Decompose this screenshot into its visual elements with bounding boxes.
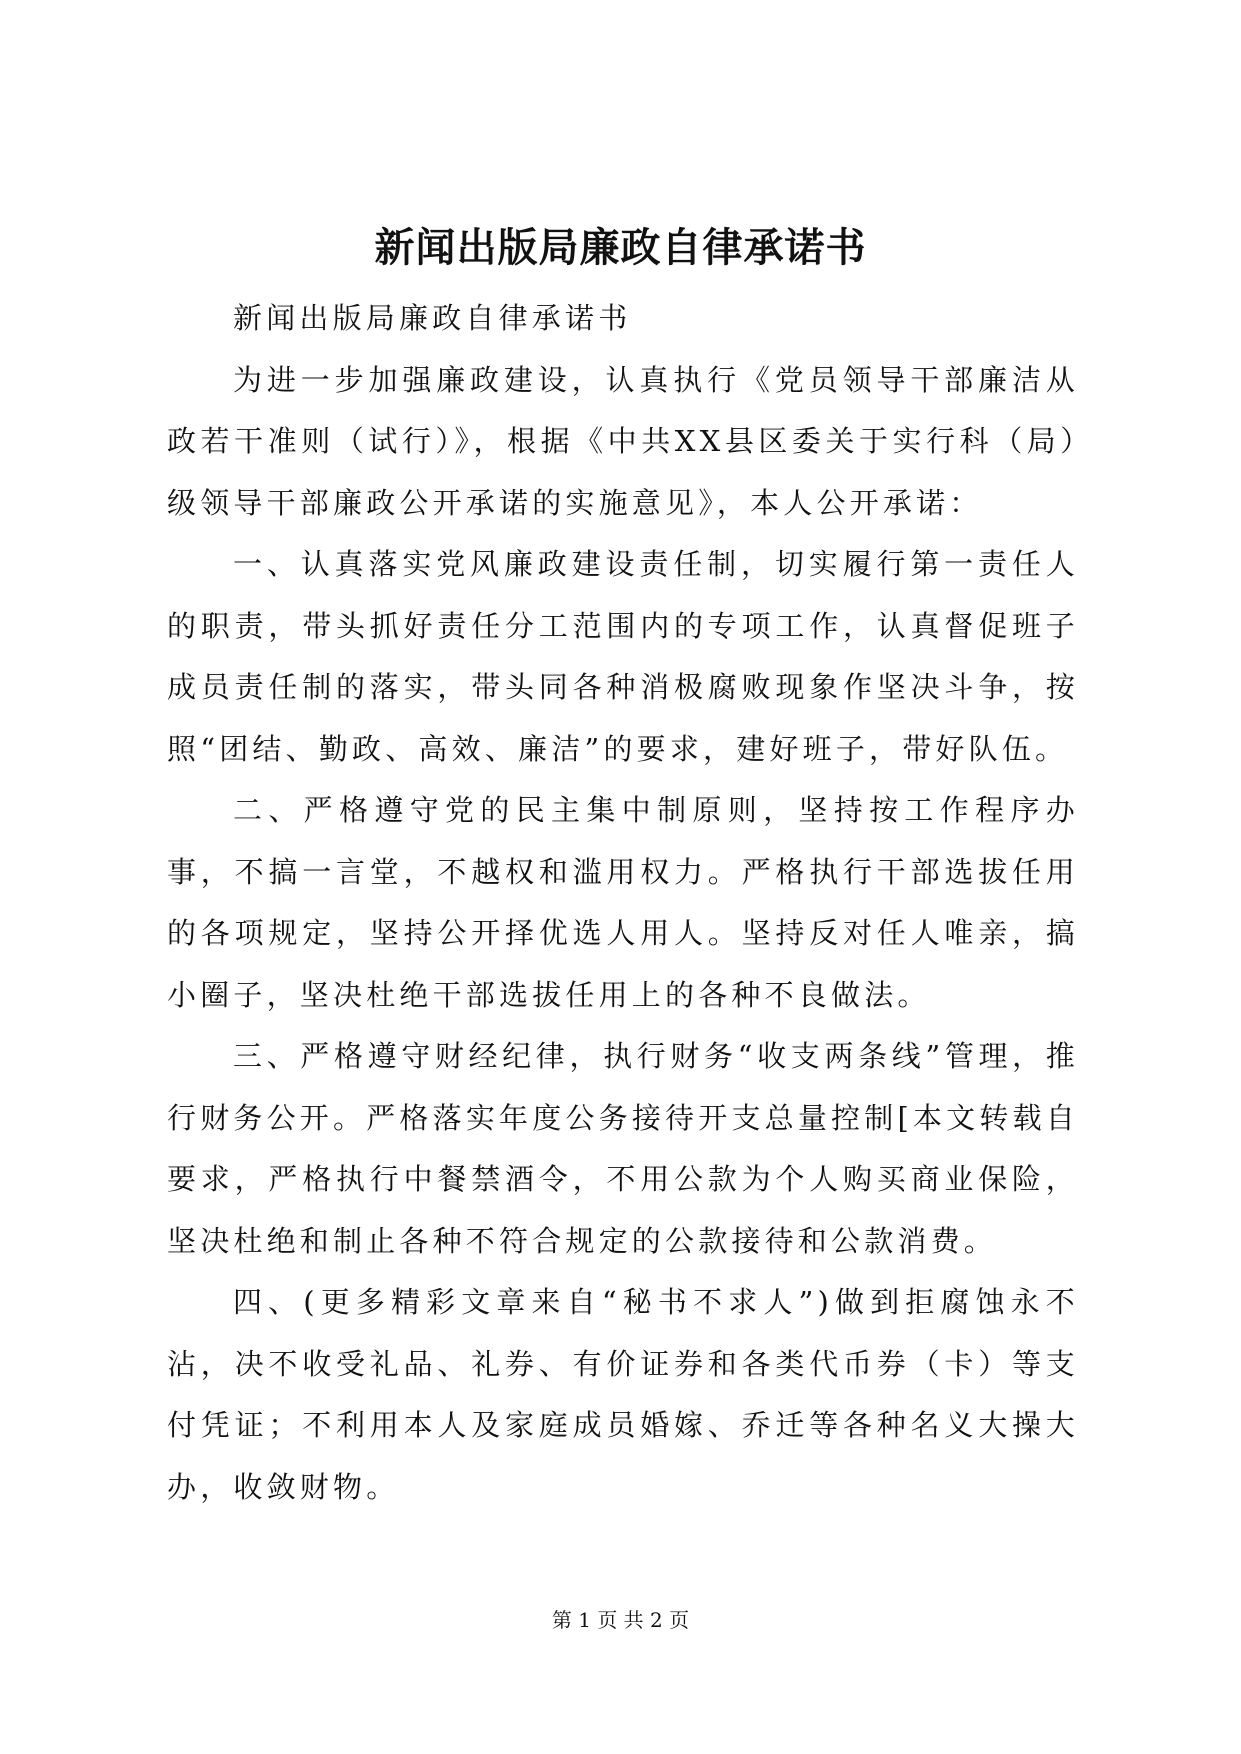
page-number-footer: 第 1 页 共 2 页 (551, 1608, 690, 1632)
document-title: 新闻出版局廉政自律承诺书 (374, 224, 867, 271)
paragraph-intro: 为进一步加强廉政建设，认真执行《党员领导干部廉洁从政若干准则（试行）》，根据《中共XX县区委关于实行科（局）级领导干部廉政公开承诺的实施意见》，本人公开承诺： (167, 362, 1079, 520)
paragraph-subtitle: 新闻出版局廉政自律承诺书 (233, 301, 632, 335)
document-body (167, 288, 1079, 1518)
paragraph-item-2: 二、严格遵守党的民主集中制原则，坚持按工作程序办事，不搞一言堂，不越权和滥用权力。严格执行干部选拔任用的各项规定，坚持公开择优选人用人。坚持反对任人唯亲，搞小圈子，坚决杜绝干部选拔任用上的各种不良做法。 (167, 793, 1079, 1012)
paragraph-item-1: 一、认真落实党风廉政建设责任制，切实履行第一责任人的职责，带头抓好责任分工范围内的专项工作，认真督促班子成员责任制的落实，带头同各种消极腐败现象作坚决斗争，按照“团结、勤政、高效、廉洁”的要求，建好班子，带好队伍。 (167, 547, 1079, 766)
paragraph-item-3: 三、严格遵守财经纪律，执行财务“收支两条线”管理，推行财务公开。严格落实年度公务接待开支总量控制[本文转载自要求，严格执行中餐禁酒令，不用公款为个人购买商业保险，坚决杜绝和制止各种不符合规定的公款接待和公款消费。 (167, 1039, 1079, 1258)
paragraph-item-4: 四、(更多精彩文章来自“秘书不求人”)做到拒腐蚀永不沾，决不收受礼品、礼券、有价证券和各类代币券（卡）等支付凭证；不利用本人及家庭成员婚嫁、乔迁等各种名义大操大办，收敛财物。 (167, 1285, 1079, 1504)
